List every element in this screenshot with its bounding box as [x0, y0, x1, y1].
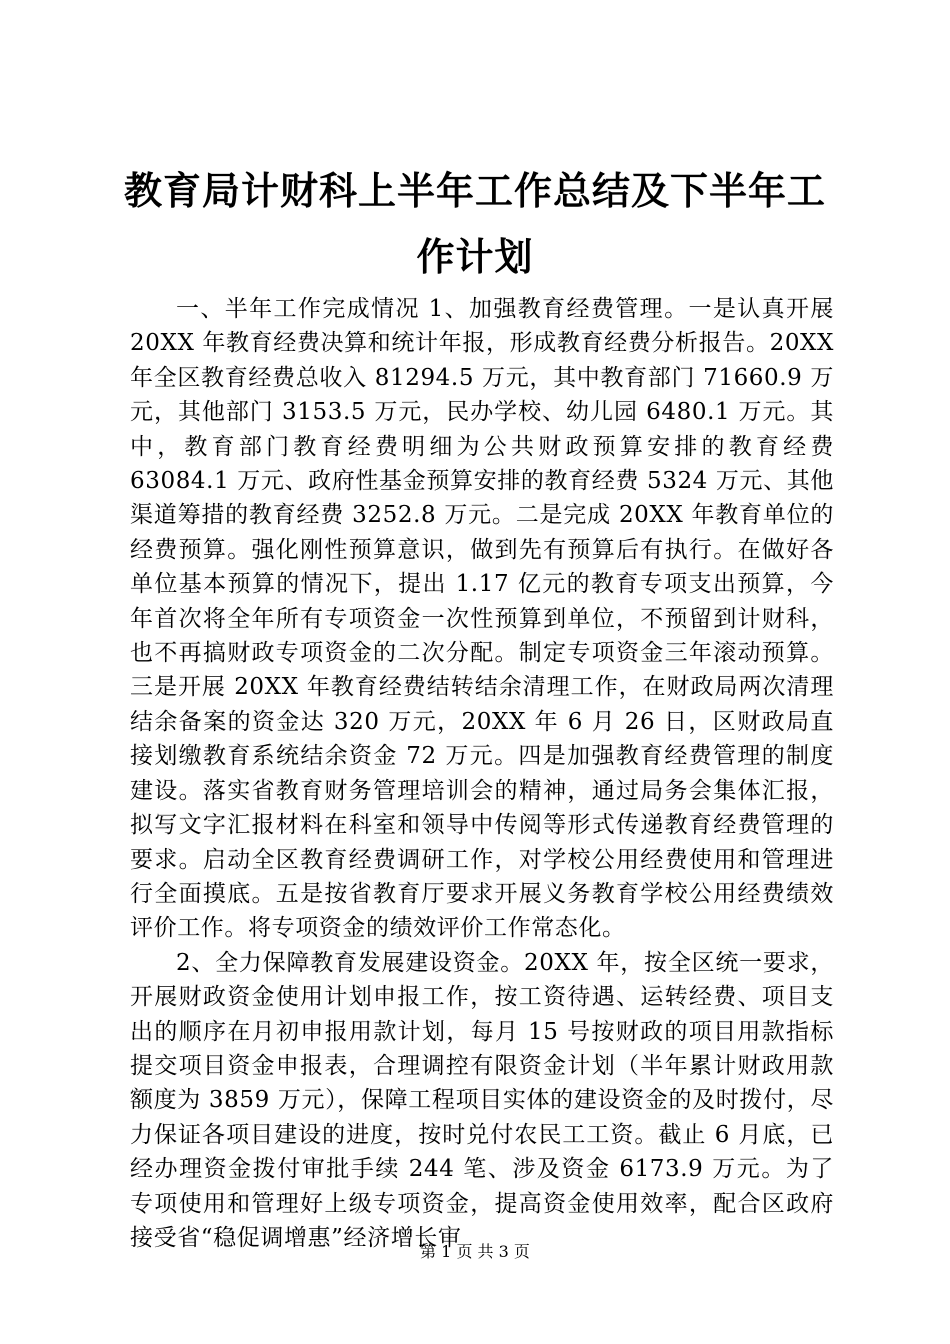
paragraph-2: 2、全力保障教育发展建设资金。20XX 年，按全区统一要求，开展财政资金使用计划申报工作，按工资待遇、运转经费、项目支出的顺序在月初申报用款计划，每月 15 号按财政的项目用款指标提交项目资金申报表，合理调控有限资金计划（半年累计财政用款额度为 3859 万元），保障工程项目实体的建设资金的及时拨付，尽力保证各项目建设的进度，按时兑付农民工工资。截止 6 月底，已经办理资金拨付审批手续 244 笔、涉及资金 6173.9 万元。为了专项使用和管理好上级专项资金，提高资金使用效率，配合区政府接受省“稳促调增惠”经济增长审	[130, 949, 834, 1251]
page-footer: 第 1 页 共 3 页	[420, 1242, 530, 1261]
document-body	[130, 292, 834, 1255]
document-title: 教育局计财科上半年工作总结及下半年工作计划	[123, 169, 826, 279]
paragraph-1: 一、半年工作完成情况 1、加强教育经费管理。一是认真开展 20XX 年教育经费决算和统计年报，形成教育经费分析报告。20XX 年全区教育经费总收入 81294.5 万元，其中教育部门 71660.9 万元，其他部门 3153.5 万元，民办学校、幼儿园 6480.1 万元。其中，教育部门教育经费明细为公共财政预算安排的教育经费 63084.1 万元、政府性基金预算安排的教育经费 5324 万元、其他渠道筹措的教育经费 3252.8 万元。二是完成 20XX 年教育单位的经费预算。强化刚性预算意识，做到先有预算后有执行。在做好各单位基本预算的情况下，提出 1.17 亿元的教育专项支出预算，今年首次将全年所有专项资金一次性预算到单位，不预留到计财科，也不再搞财政专项资金的二次分配。制定专项资金三年滚动预算。三是开展 20XX 年教育经费结转结余清理工作，在财政局两次清理结余备案的资金达 320 万元，20XX 年 6 月 26 日，区财政局直接划缴教育系统结余资金 72 万元。四是加强教育经费管理的制度建设。落实省教育财务管理培训会的精神，通过局务会集体汇报，拟写文字汇报材料在科室和领导中传阅等形式传递教育经费管理的要求。启动全区教育经费调研工作，对学校公用经费使用和管理进行全面摸底。五是按省教育厅要求开展义务教育学校公用经费绩效评价工作。将专项资金的绩效评价工作常态化。	[130, 296, 834, 942]
